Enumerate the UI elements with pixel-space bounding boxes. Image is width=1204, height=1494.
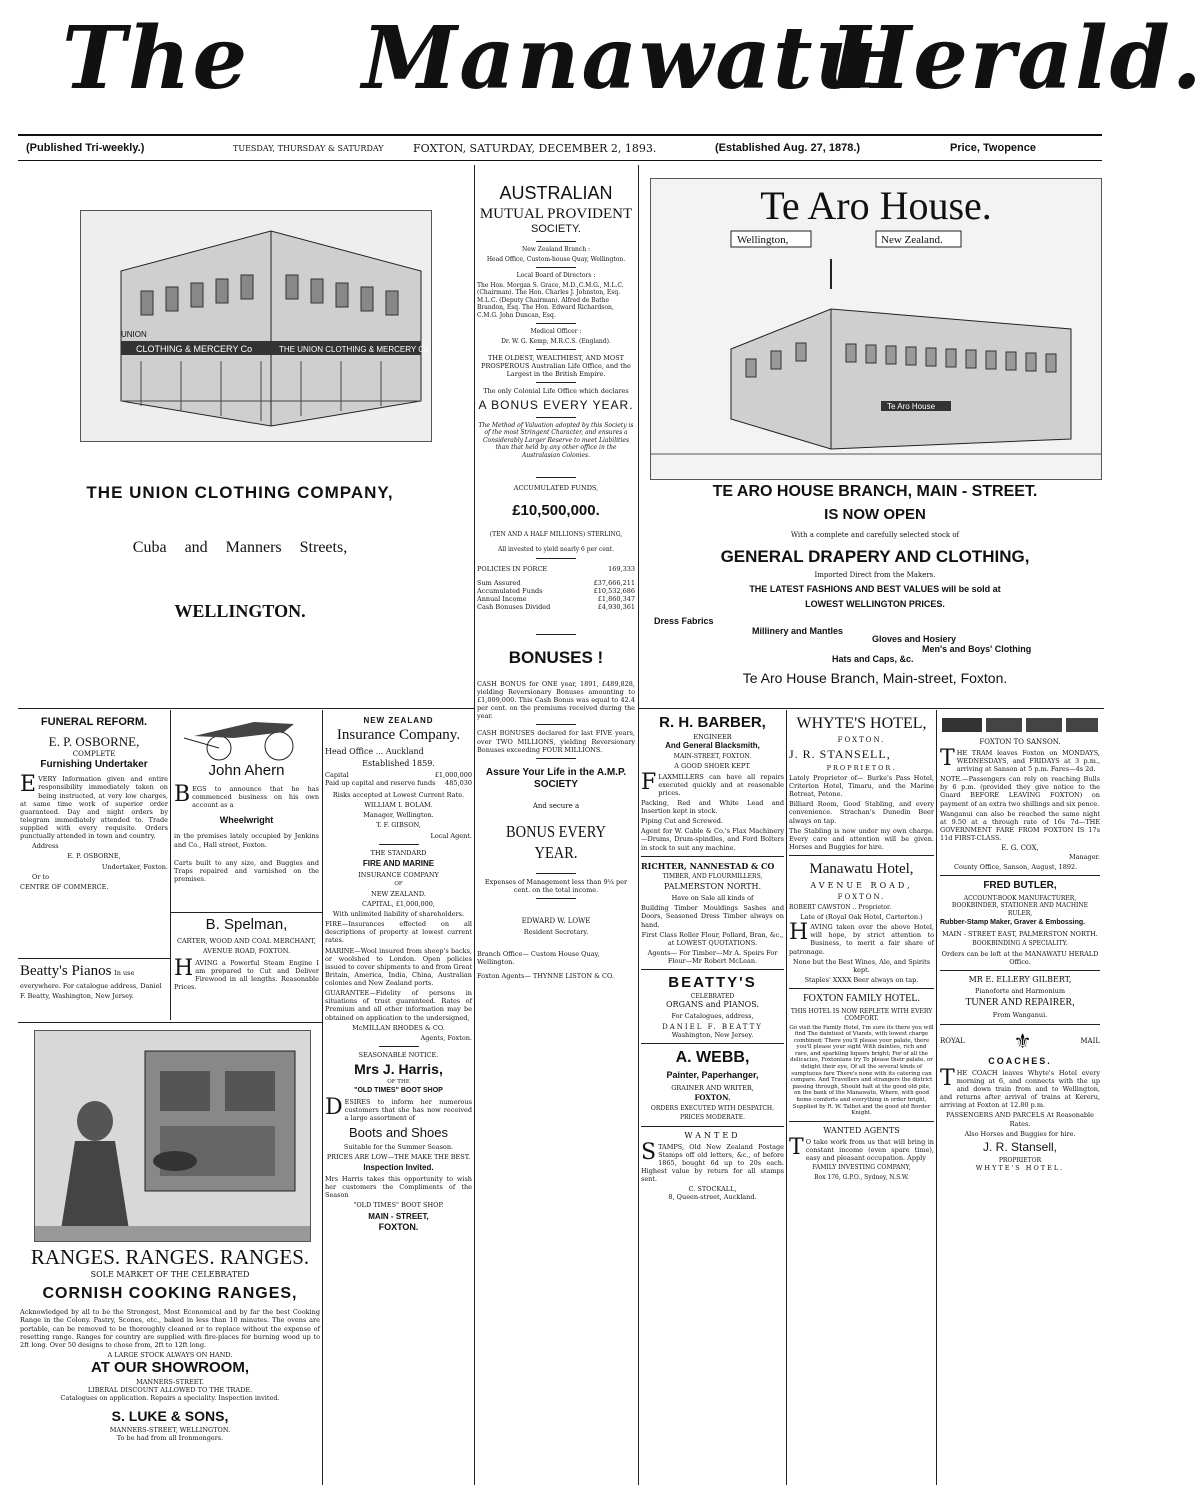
amp-lowe-title: Resident Secretary.: [523, 928, 589, 936]
manawatu-hotel-beer: Staples' XXXX Beer always on tap.: [804, 975, 919, 984]
whytes-town: FOXTON.: [837, 736, 886, 744]
divider: [940, 875, 1100, 876]
amp-heading-1: AUSTRALIAN: [499, 183, 613, 203]
column-divider: [638, 165, 639, 1485]
richter-sale: Have on Sale all kinds of: [671, 894, 754, 903]
nzins-capital: [325, 771, 472, 779]
divider: [940, 1024, 1100, 1025]
masthead-the: The: [62, 8, 250, 109]
column-divider: [786, 710, 787, 1485]
issue-date: FOXTON, SATURDAY, DECEMBER 2, 1893.: [413, 142, 657, 155]
amp-financial-value: £4,930,361: [597, 603, 635, 612]
ranges-stock: A LARGE STOCK ALWAYS ON HAND.: [107, 1350, 233, 1359]
divider: [18, 708, 474, 709]
divider: [641, 1043, 784, 1044]
nzins-paid-label: Paid up capital and reserve funds: [325, 778, 436, 787]
amp-bonuses: BONUSES !: [508, 647, 604, 667]
harris-inspection: Inspection Invited.: [363, 1163, 434, 1172]
divider: [536, 267, 576, 268]
manawatu-hotel-late: Late of (Royal Oak Hotel, Carterton.): [800, 913, 923, 921]
royal-parcels: PASSENGERS AND PARCELS At Reasonable Rates.: [946, 1111, 1094, 1128]
harris-main: MAIN - STREET,: [368, 1211, 429, 1221]
union-title: THE UNION CLOTHING COMPANY,: [86, 483, 394, 502]
buggy-engraving: [174, 716, 319, 762]
gilbert-tuner: TUNER AND REPAIRER,: [965, 996, 1075, 1008]
standard-head-1: THE STANDARD: [370, 848, 427, 857]
nzins-risks: Risks accepted at Lowest Current Rate.: [332, 791, 465, 799]
amp-invested: All invested to yield nearly 6 per cent.: [497, 546, 615, 554]
funeral-address-label: Address: [32, 842, 59, 851]
ranges-head: RANGES. RANGES. RANGES.: [30, 1245, 310, 1269]
family-name: FOXTON FAMILY HOTEL.: [803, 993, 920, 1004]
butler-special: BOOKBINDING A SPECIALITY.: [972, 940, 1068, 947]
amp-financial-row: [477, 595, 635, 603]
butler-orders: Orders can be left at the MANAWATU HERALD Office.: [941, 949, 1099, 966]
union-building-engraving: [80, 210, 432, 442]
webb-prices: PRICES MODERATE.: [680, 1114, 745, 1121]
nzins-head-2: Insurance Company.: [336, 727, 461, 743]
masthead-herald: Herald.: [830, 8, 1204, 109]
butler-stamp: Rubber-Stamp Maker, Graver & Embossing.: [940, 919, 1086, 927]
publication-days: TUESDAY, THURSDAY & SATURDAY: [233, 144, 384, 153]
richter-agents: Agents— For Timber—Mr A. Speirs For Flour—Mr Robert McLean.: [647, 948, 778, 965]
amp-bonus-big: BONUS EVERY YEAR.: [506, 821, 606, 862]
barber-text-1: FLAXMILLERS can have all repairs executed quickly and at reasonable prices.: [641, 769, 784, 797]
standard-fire: FIRE—Insurances effected on all descriptions of property at lowest current rates.: [325, 920, 472, 945]
royal-horses: Also Horses and Buggies for hire.: [964, 1129, 1076, 1138]
agents-addr: Box 176, G.P.O., Sydney, N.S.W.: [814, 1173, 909, 1181]
amp-policies-label: POLICIES IN FORCE: [477, 564, 548, 573]
te-aro-dress: Dress Fabrics: [654, 616, 714, 626]
divider: [536, 898, 576, 899]
nzins-capital-label: Capital: [325, 770, 349, 779]
barber-smith: And General Blacksmith,: [665, 740, 760, 750]
amp-accum-head: ACCUMULATED FUNDS,: [513, 484, 599, 492]
divider: [379, 844, 419, 845]
ahern-ad: [174, 716, 319, 885]
nzins-head-1: NEW ZEALAND: [363, 716, 434, 725]
divider: [536, 417, 576, 418]
divider: [638, 708, 1104, 709]
column-divider: [936, 710, 937, 1485]
wanted-name: C. STOCKALL,: [688, 1185, 737, 1194]
te-aro-footer: Te Aro House Branch, Main-street, Foxton.: [742, 670, 1008, 686]
agents-co: FAMILY INVESTING COMPANY,: [812, 1164, 911, 1172]
dateline: [18, 140, 1102, 162]
richter-town: PALMERSTON NORTH.: [663, 882, 761, 892]
column-divider: [170, 710, 171, 1020]
funeral-head: FUNERAL REFORM.: [40, 716, 148, 728]
ahern-text: BEGS to announce that he has commenced business on his own account as a: [174, 781, 319, 809]
te-aro-tag-nz: New Zealand.: [881, 234, 943, 246]
divider: [170, 912, 322, 913]
ranges-sole: SOLE MARKET OF THE CELEBRATED: [90, 1270, 250, 1280]
union-city: WELLINGTON.: [174, 601, 306, 621]
standard-agents-role: Agents, Foxton.: [420, 1033, 472, 1042]
divider: [940, 970, 1100, 971]
whytes-name: WHYTE'S HOTEL,: [796, 715, 927, 732]
amp-method: The Method of Valuation adopted by this Society is of the most Stringent Character, and ensures a Considerably Larger Reserve to meet Liabilities than that held by any other office in the Australasian Colonies.: [478, 421, 634, 459]
harris-shop-2: "OLD TIMES" BOOT SHOP.: [353, 1201, 444, 1210]
amp-expenses: Expenses of Management less than 9¼ per cent. on the total income.: [484, 878, 628, 895]
te-aro-branch: TE ARO HOUSE BRANCH, MAIN - STREET.: [712, 483, 1038, 500]
ahern-trade: Wheelwright: [219, 815, 274, 826]
standard-liability: With unlimited liability of shareholders.: [332, 910, 465, 918]
standard-of: OF: [394, 880, 403, 887]
te-aro-lowest: LOWEST WELLINGTON PRICES.: [805, 598, 945, 609]
nzins-manager: WILLIAM I. BOLAM.: [364, 801, 433, 810]
ranges-catalogues: Catalogues on application. Repairs a speciality. Inspection invited.: [60, 1394, 280, 1402]
webb-orders: ORDERS EXECUTED WITH DESPATCH.: [650, 1104, 775, 1112]
ranges-ad: [20, 1244, 320, 1442]
nzins-paid-value: 485,030: [445, 778, 472, 787]
standard-marine: MARINE—Wool insured from sheep's backs, or woolshed to London. Open policies issued to cover shipments to and from Great Britain, America, India, China, Australian colonies and New Zealand ports.: [325, 946, 472, 987]
butler-name: FRED BUTLER,: [983, 880, 1057, 892]
amp-financial-label: Sum Assured: [477, 579, 521, 587]
amp-financial-value: £10,532,686: [593, 587, 635, 596]
amp-column: [477, 182, 635, 983]
nzins-ad: [325, 716, 472, 1233]
harris-name: Mrs J. Harris,: [354, 1061, 443, 1077]
manawatu-hotel-wines: None but the Best Wines, Ale, and Spirits kept.: [792, 957, 931, 974]
whytes-stabling: The Stabling is now under my own charge. Every care and attention will be given. Horses and Buggies for hire.: [789, 826, 934, 851]
gilbert-name: MR E. ELLERY GILBERT,: [968, 974, 1072, 984]
beatty-organs: ORGANS and PIANOS.: [666, 1000, 759, 1010]
te-aro-lines: [642, 616, 1108, 668]
divider: [641, 1126, 784, 1127]
beatty-address: For Catalogues, address,: [671, 1012, 754, 1021]
funeral-text: EVERY Information given and entire responsibility immediately taken on being instructed, at very low charges, at same time work of superior order guaranteed. Day and night orders by telegram immediately attended to. Trade supplied with every requisite. Orders punctually attended in town and country.: [20, 772, 168, 841]
divider: [536, 558, 576, 559]
barber-name: R. H. BARBER,: [659, 714, 766, 731]
standard-agents: McMILLAN RHODES & CO.: [352, 1023, 445, 1032]
standard-guarantee: GUARANTEE—Fidelity of persons in situations of trust guaranteed. Rates of Premium and all other information may be obtained on application to the undersigned,: [325, 989, 472, 1022]
standard-head-4: NEW ZEALAND.: [371, 889, 426, 898]
te-aro-mens: Men's and Boys' Clothing: [922, 644, 1032, 654]
divider: [789, 855, 934, 856]
divider: [536, 634, 576, 635]
amp-branch-head: New Zealand Branch :: [521, 246, 591, 253]
price: Price, Twopence: [950, 142, 1036, 154]
beatty-person: DANIEL F. BEATTY: [662, 1022, 763, 1031]
nzins-agent-role: Local Agent.: [430, 831, 472, 840]
barber-text-3: Piping Cut and Screwed.: [641, 817, 723, 826]
established-note: (Established Aug. 27, 1878.): [715, 142, 861, 154]
published-note: (Published Tri-weekly.): [26, 142, 145, 154]
ranges-engraving: [34, 1030, 311, 1242]
divider: [789, 988, 934, 989]
beatty-small-head: Beatty's Pianos: [20, 963, 112, 979]
manawatu-hotel-prop: ROBERT CAWSTON .. Proprietor.: [789, 903, 892, 911]
funeral-name: E. P. OSBORNE,: [48, 733, 140, 749]
divider: [536, 323, 576, 324]
whytes-prop-role: PROPRIETOR.: [826, 763, 897, 772]
tram-cox-role: Manager.: [1068, 852, 1100, 861]
amp-branch-office: Branch Office— Custom House Quay, Wellington.: [477, 950, 600, 967]
amp-policies-value: 169,333: [608, 564, 635, 573]
spelman-text: HAVING a Powerful Steam Engine I am prepared to Cut and Deliver Firewood in all lengths. Reasonable Prices.: [174, 956, 319, 992]
wanted-text: STAMPS, Old New Zealand Postage Stamps off old letters, &c., of before 1865, bought 6d up to 20s each. Highest value by return for all stamps sent.: [641, 1139, 784, 1183]
nzins-capital-value: £1,000,000: [434, 770, 472, 779]
harris-seasonable: SEASONABLE NOTICE.: [358, 1050, 439, 1059]
butler-addr: MAIN - STREET EAST, PALMERSTON NORTH.: [942, 929, 1098, 938]
divider: [379, 1046, 419, 1047]
family-poem: Go visit the Family Hotel, I'm sure its there you will find The daintiest of Viands, with lowest charge combined; There you'll please your palate, there you'll please your sight With dainties, rich and rare, and sparkling liquors bright; For of all the delicacies, Foxtonians try To please their palate, or delight their eye, Of all the several kinds of sumptuous fare There's none with its catering can compare. And Travellers and strangers the district passing through, Should halt at the good old pile, on the bank of the Manawatu, Where, with good home comforts and everything in order bright, Supplied by R. W. Talbot and the good old Border Knight.: [789, 1024, 934, 1117]
amp-financial-label: Annual Income: [477, 595, 527, 604]
funeral-address-role: Undertaker, Foxton.: [101, 862, 168, 871]
union-sign-corner: UNION: [121, 330, 147, 339]
richter-flour: First Class Roller Flour, Pollard, Bran, &c., at LOWEST QUOTATIONS.: [641, 930, 784, 947]
barber-text-4: Agent for W. Cable & Co.'s Flax Machinery—Drums, Drum-spindles, and Ford Bolters in stock to suit any machine.: [641, 827, 784, 852]
amp-policies: [477, 565, 635, 573]
royal-label: ROYAL: [940, 1036, 965, 1045]
union-sign-right: THE UNION CLOTHING & MERCERY Co: [279, 345, 429, 354]
divider: [536, 382, 576, 383]
spelman-ad: [174, 916, 319, 994]
whytes-billiard: Billiard Room, Good Stabling, and every convenience. Strachan's Dunedin Beer always on tap.: [789, 800, 934, 825]
harris-of-the: OF THE: [387, 1078, 410, 1085]
manawatu-hotel-text: HAVING taken over the above Hotel, will hope, by strict attention to Business, to merit a fair share of patronage.: [789, 920, 934, 956]
richter-name: RICHTER, NANNESTAD & CO: [641, 860, 775, 871]
divider: [536, 477, 576, 478]
amp-bonus-text-2: CASH BONUSES declared for last FIVE years, over TWO MILLIONS, yielding Reversionary Bonuses exceeding FOUR MILLIONS.: [477, 729, 635, 754]
column-divider: [322, 710, 323, 1485]
whytes-late: Lately Proprietor of— Burke's Pass Hotel, Criterion Hotel, Timaru, and the Marine Retreat, Petone.: [789, 773, 934, 799]
family-replete: THIS HOTEL IS NOW REPLETE WITH EVERY COMFORT.: [790, 1007, 933, 1022]
amp-financial-value: £1,860,347: [597, 595, 635, 604]
amp-financial-label: Cash Bonuses Divided: [477, 603, 551, 612]
tram-text: THE TRAM leaves Foxton on MONDAYS, WEDNESDAYS, and FRIDAYS at 3 p.m., arriving at Sanson at 5 p.m. Fares—4s 2d.: [940, 745, 1100, 773]
amp-secure: And secure a: [532, 801, 580, 810]
ranges-showroom: AT OUR SHOWROOM,: [90, 1359, 250, 1376]
column-divider: [474, 165, 475, 1485]
te-aro-tag-wellington: Wellington,: [737, 234, 789, 246]
whytes-prop: J. R. STANSELL,: [789, 746, 891, 761]
nzins-manager-role: Manager, Wellington.: [363, 811, 434, 820]
masthead: [0, 0, 1204, 115]
agents-text: TO take work from us that will bring in constant income (even spare time), easy and pleasant occupation. Apply: [789, 1134, 934, 1163]
royal-coaches: COACHES.: [988, 1055, 1052, 1066]
divider: [536, 873, 576, 874]
divider: [536, 349, 576, 350]
divider: [18, 1022, 322, 1023]
royal-hotel: WHYTE'S HOTEL.: [975, 1164, 1065, 1173]
harris-shop: "OLD TIMES" BOOT SHOP: [354, 1087, 443, 1095]
beatty-small-text: In use everywhere. For catalogue address, Daniel F. Beatty, Washington, New Jersey.: [20, 969, 162, 1001]
te-aro-gloves: Gloves and Hosiery: [872, 634, 957, 644]
te-aro-open: IS NOW OPEN: [824, 506, 926, 523]
nzins-estab: Established 1859.: [362, 758, 435, 768]
te-aro-latest: THE LATEST FASHIONS AND BEST VALUES will be sold at: [749, 583, 1001, 594]
union-streets: Cuba and Manners Streets,: [132, 539, 348, 556]
masthead-rule: [18, 134, 1102, 136]
richter-trade: TIMBER, AND FLOURMILLERS,: [662, 872, 763, 880]
ranges-text: Acknowledged by all to be the Strongest, Most Economical and by far the best Cooking Range in the Colony. Pastry, Scones, etc., baked in less than 10 minutes. The ovens are portable, can be removed to be thoroughly cleaned or to replace without the expense of resetting range. Ranges for country are supplied with fire-places for burning wood up to 2ft long. Over 50 designs to chose from, 2ft to 12ft long.: [20, 1308, 320, 1349]
divider: [536, 724, 576, 725]
divider: [536, 758, 576, 759]
webb-trade-2: GRAINER AND WRITER,: [671, 1083, 754, 1092]
te-aro-engraving: [650, 178, 1102, 480]
beatty-small-ad: [20, 962, 168, 1002]
harris-foxton: FOXTON.: [378, 1221, 419, 1232]
funeral-or-to: Or to: [32, 872, 50, 881]
amp-financial-row: [477, 603, 635, 611]
col-whytes: [789, 714, 934, 1183]
standard-head-3: INSURANCE COMPANY: [358, 870, 439, 879]
nzins-head-office: Head Office ... Auckland: [325, 746, 424, 756]
ranges-firm-addr: MANNERS-STREET, WELLINGTON.: [109, 1425, 231, 1434]
tram-head: FOXTON TO SANSON.: [979, 738, 1061, 746]
divider: [18, 958, 170, 959]
funeral-complete: COMPLETE: [72, 750, 116, 758]
standard-head-2: FIRE AND MARINE: [362, 858, 435, 868]
barber-text-2: Packing, Red and White Lead and Insertion kept in stock.: [641, 798, 784, 815]
amp-accum-words: (TEN AND A HALF MILLIONS) STERLING,: [489, 530, 623, 538]
crest-icon: ⚜: [1013, 1028, 1032, 1053]
manawatu-hotel-name: Manawatu Hotel,: [809, 861, 914, 877]
wanted-head: WANTED: [684, 1130, 741, 1140]
col-tram: [940, 714, 1100, 1172]
harris-prices: PRICES ARE LOW—THE MAKE THE BEST.: [326, 1152, 471, 1161]
amp-financial-value: £37,666,211: [593, 579, 635, 587]
amp-colonial: The only Colonial Life Office which declares: [483, 387, 629, 396]
funeral-ad: [20, 716, 168, 893]
ranges-liberal: LIBERAL DISCOUNT ALLOWED TO THE TRADE.: [87, 1385, 253, 1394]
webb-name: A. WEBB,: [675, 1049, 750, 1067]
gilbert-from: From Wanganui.: [992, 1011, 1048, 1020]
funeral-furnishing: Furnishing Undertaker: [40, 758, 148, 770]
ahern-text-3: Carts built to any size, and Buggies and Traps repaired and varnished on the premises.: [174, 858, 319, 883]
harris-suitable: Suitable for the Summer Season.: [343, 1142, 454, 1151]
ahern-name: John Ahern: [208, 762, 285, 779]
manawatu-hotel-road: AVENUE ROAD,: [810, 880, 913, 890]
te-aro-hats: Hats and Caps, &c.: [832, 654, 914, 664]
amp-lowe: EDWARD W. LOWE: [521, 917, 591, 926]
tram-note: NOTE.—Passengers can rely on reaching Bulls by 6 p.m. (provided they give notice to the Guard BEFORE LEAVING FOXTON) on payment of an extra two shillings and six pence.: [940, 775, 1100, 808]
masthead-manawatu: Manawatu: [362, 8, 880, 109]
te-aro-drapery: GENERAL DRAPERY AND CLOTHING,: [720, 546, 1030, 566]
tram-engraving: [940, 714, 1100, 736]
ahern-text-2: in the premises lately occupied by Jenkins and Co., Hall street, Foxton.: [174, 832, 319, 849]
amp-bonus-text-1: CASH BONUS for ONE year, 1891, £489,828, yielding Reversionary Bonuses amounting to £1,009,000. This Cash Bonus was equal to 42.4 per cent. on the premiums received during the year.: [477, 679, 635, 721]
col-barber: [641, 714, 784, 1201]
manawatu-hotel-town: FOXTON.: [837, 892, 886, 901]
amp-financial-row: [477, 579, 635, 587]
te-aro-imported: Imported Direct from the Makers.: [814, 570, 936, 579]
webb-town: FOXTON.: [694, 1092, 731, 1102]
amp-board-text: The Hon. Morgan S. Grace, M.D.,C.M.G., M.L.C. (Chairman). The Hon. Charles J. Johnston, Esq. M.L.C. (Deputy Chairman). Alfred de Bathe Brandon, Esq. The Hon. Edward Richardson, C.M.G. John Duncan, Esq.: [477, 281, 624, 319]
divider: [536, 241, 576, 242]
harris-text-2: Mrs Harris takes this opportunity to wish her customers the Compliments of the Season: [325, 1175, 472, 1200]
amp-oldest: THE OLDEST, WEALTHIEST, AND MOST PROSPEROUS Australian Life Office, and the Largest in the British Empire.: [481, 354, 631, 379]
ranges-firm: S. LUKE & SONS,: [111, 1408, 229, 1425]
ranges-cornish: CORNISH COOKING RANGES,: [42, 1285, 298, 1303]
royal-name: J. R. Stansell,: [982, 1139, 1058, 1154]
te-aro-millinery: Millinery and Mantles: [752, 626, 844, 636]
te-aro-sign: Te Aro House: [887, 402, 936, 411]
royal-text: THE COACH leaves Whyte's Hotel every morning at 6, and connects with the up and down train from and to Wellington, and returns after arrival of trains at Kereru, arriving at Foxton at 12.80 p.m.: [940, 1065, 1100, 1110]
beatty-celebrated: CELEBRATED: [690, 992, 735, 1000]
amp-financial-label: Accumulated Funds: [477, 587, 543, 596]
standard-capital: CAPITAL, £1,000,000,: [361, 899, 435, 908]
nzins-paid: [325, 779, 472, 787]
amp-board-head: Local Board of Directors :: [516, 272, 596, 279]
spelman-addr: AVENUE ROAD, FOXTON.: [202, 946, 291, 955]
amp-foxton-agents: Foxton Agents— THYNNE LISTON & CO.: [477, 972, 614, 981]
amp-financial-row: [477, 587, 635, 595]
divider: [641, 969, 784, 970]
amp-heading-2: MUTUAL PROVIDENT: [479, 205, 633, 222]
funeral-address-name: E. P. OSBORNE,: [67, 852, 121, 861]
amp-bonus-every: A BONUS EVERY YEAR.: [478, 397, 634, 412]
nzins-agent: T. F. GIBSON,: [376, 821, 421, 830]
amp-branch-text: Head Office, Custom-house Quay, Wellington.: [486, 255, 626, 263]
ranges-manners: MANNERS-STREET.: [136, 1377, 204, 1386]
te-aro-with: With a complete and carefully selected stock of: [790, 530, 960, 539]
royal-mail-header: [940, 1029, 1100, 1054]
amp-accum-value: £10,500,000.: [512, 502, 600, 520]
divider: [789, 1121, 934, 1122]
te-aro-ad: [642, 482, 1108, 688]
tram-wanganui: Wanganui can also be reached the same night at 9.50 at a through rate of 16s 7d—THE GOVERNMENT FARE FROM FOXTON IS 17s 11d FIRST-CLASS.: [940, 809, 1100, 842]
dateline-rule: [18, 160, 1102, 161]
spelman-name: B. Spelman,: [205, 916, 288, 933]
wanted-addr: 8, Queen-street, Auckland.: [668, 1193, 757, 1202]
amp-medical-text: Dr. W. G. Kemp, M.R.C.S. (England).: [501, 337, 611, 345]
mail-label: MAIL: [1080, 1036, 1100, 1045]
amp-assure: Assure Your Life in the A.M.P. SOCIETY: [485, 766, 627, 791]
butler-trade: ACCOUNT-BOOK MANUFACTURER, BOOKBINDER, STATIONER AND MACHINE RULER,: [951, 894, 1089, 917]
barber-engineer: ENGINEER: [693, 732, 732, 741]
barber-shoer: A GOOD SHOER KEPT.: [674, 762, 751, 771]
gilbert-sub: Pianoforte and Harmonium: [974, 986, 1065, 995]
ranges-firm-note: To be had from all Ironmongers.: [116, 1433, 224, 1442]
spelman-trade: CARTER, WOOD AND COAL MERCHANT,: [177, 936, 316, 945]
tram-office: County Office, Sanson, August, 1892.: [954, 863, 1078, 871]
harris-text: DESIRES to inform her numerous customers that she has now received a large assortment of: [325, 1095, 472, 1123]
tram-cox: E. G. COX,: [1001, 844, 1039, 853]
te-aro-title: Te Aro House.: [760, 183, 992, 228]
barber-addr: MAIN-STREET, FOXTON.: [673, 752, 752, 760]
webb-trade: Painter, Paperhanger,: [666, 1070, 759, 1081]
royal-role: PROPRIETOR: [998, 1156, 1042, 1164]
harris-boots: Boots and Shoes: [348, 1124, 449, 1140]
divider: [641, 856, 784, 857]
beatty-name: BEATTY'S: [668, 974, 757, 992]
amp-medical-head: Medical Officer :: [530, 328, 582, 335]
amp-financials: [477, 579, 635, 612]
amp-heading-3: SOCIETY.: [531, 223, 581, 236]
richter-items: Building Timber Mouldings Sashes and Doors, Seasoned Dress Timber always on hand.: [641, 904, 784, 929]
beatty-place: Washington, New Jersey.: [671, 1031, 754, 1040]
agents-head: WANTED AGENTS: [823, 1125, 900, 1135]
union-sign-left: CLOTHING & MERCERY Co: [136, 344, 253, 354]
funeral-centre: CENTRE OF COMMERCE.: [20, 882, 109, 891]
